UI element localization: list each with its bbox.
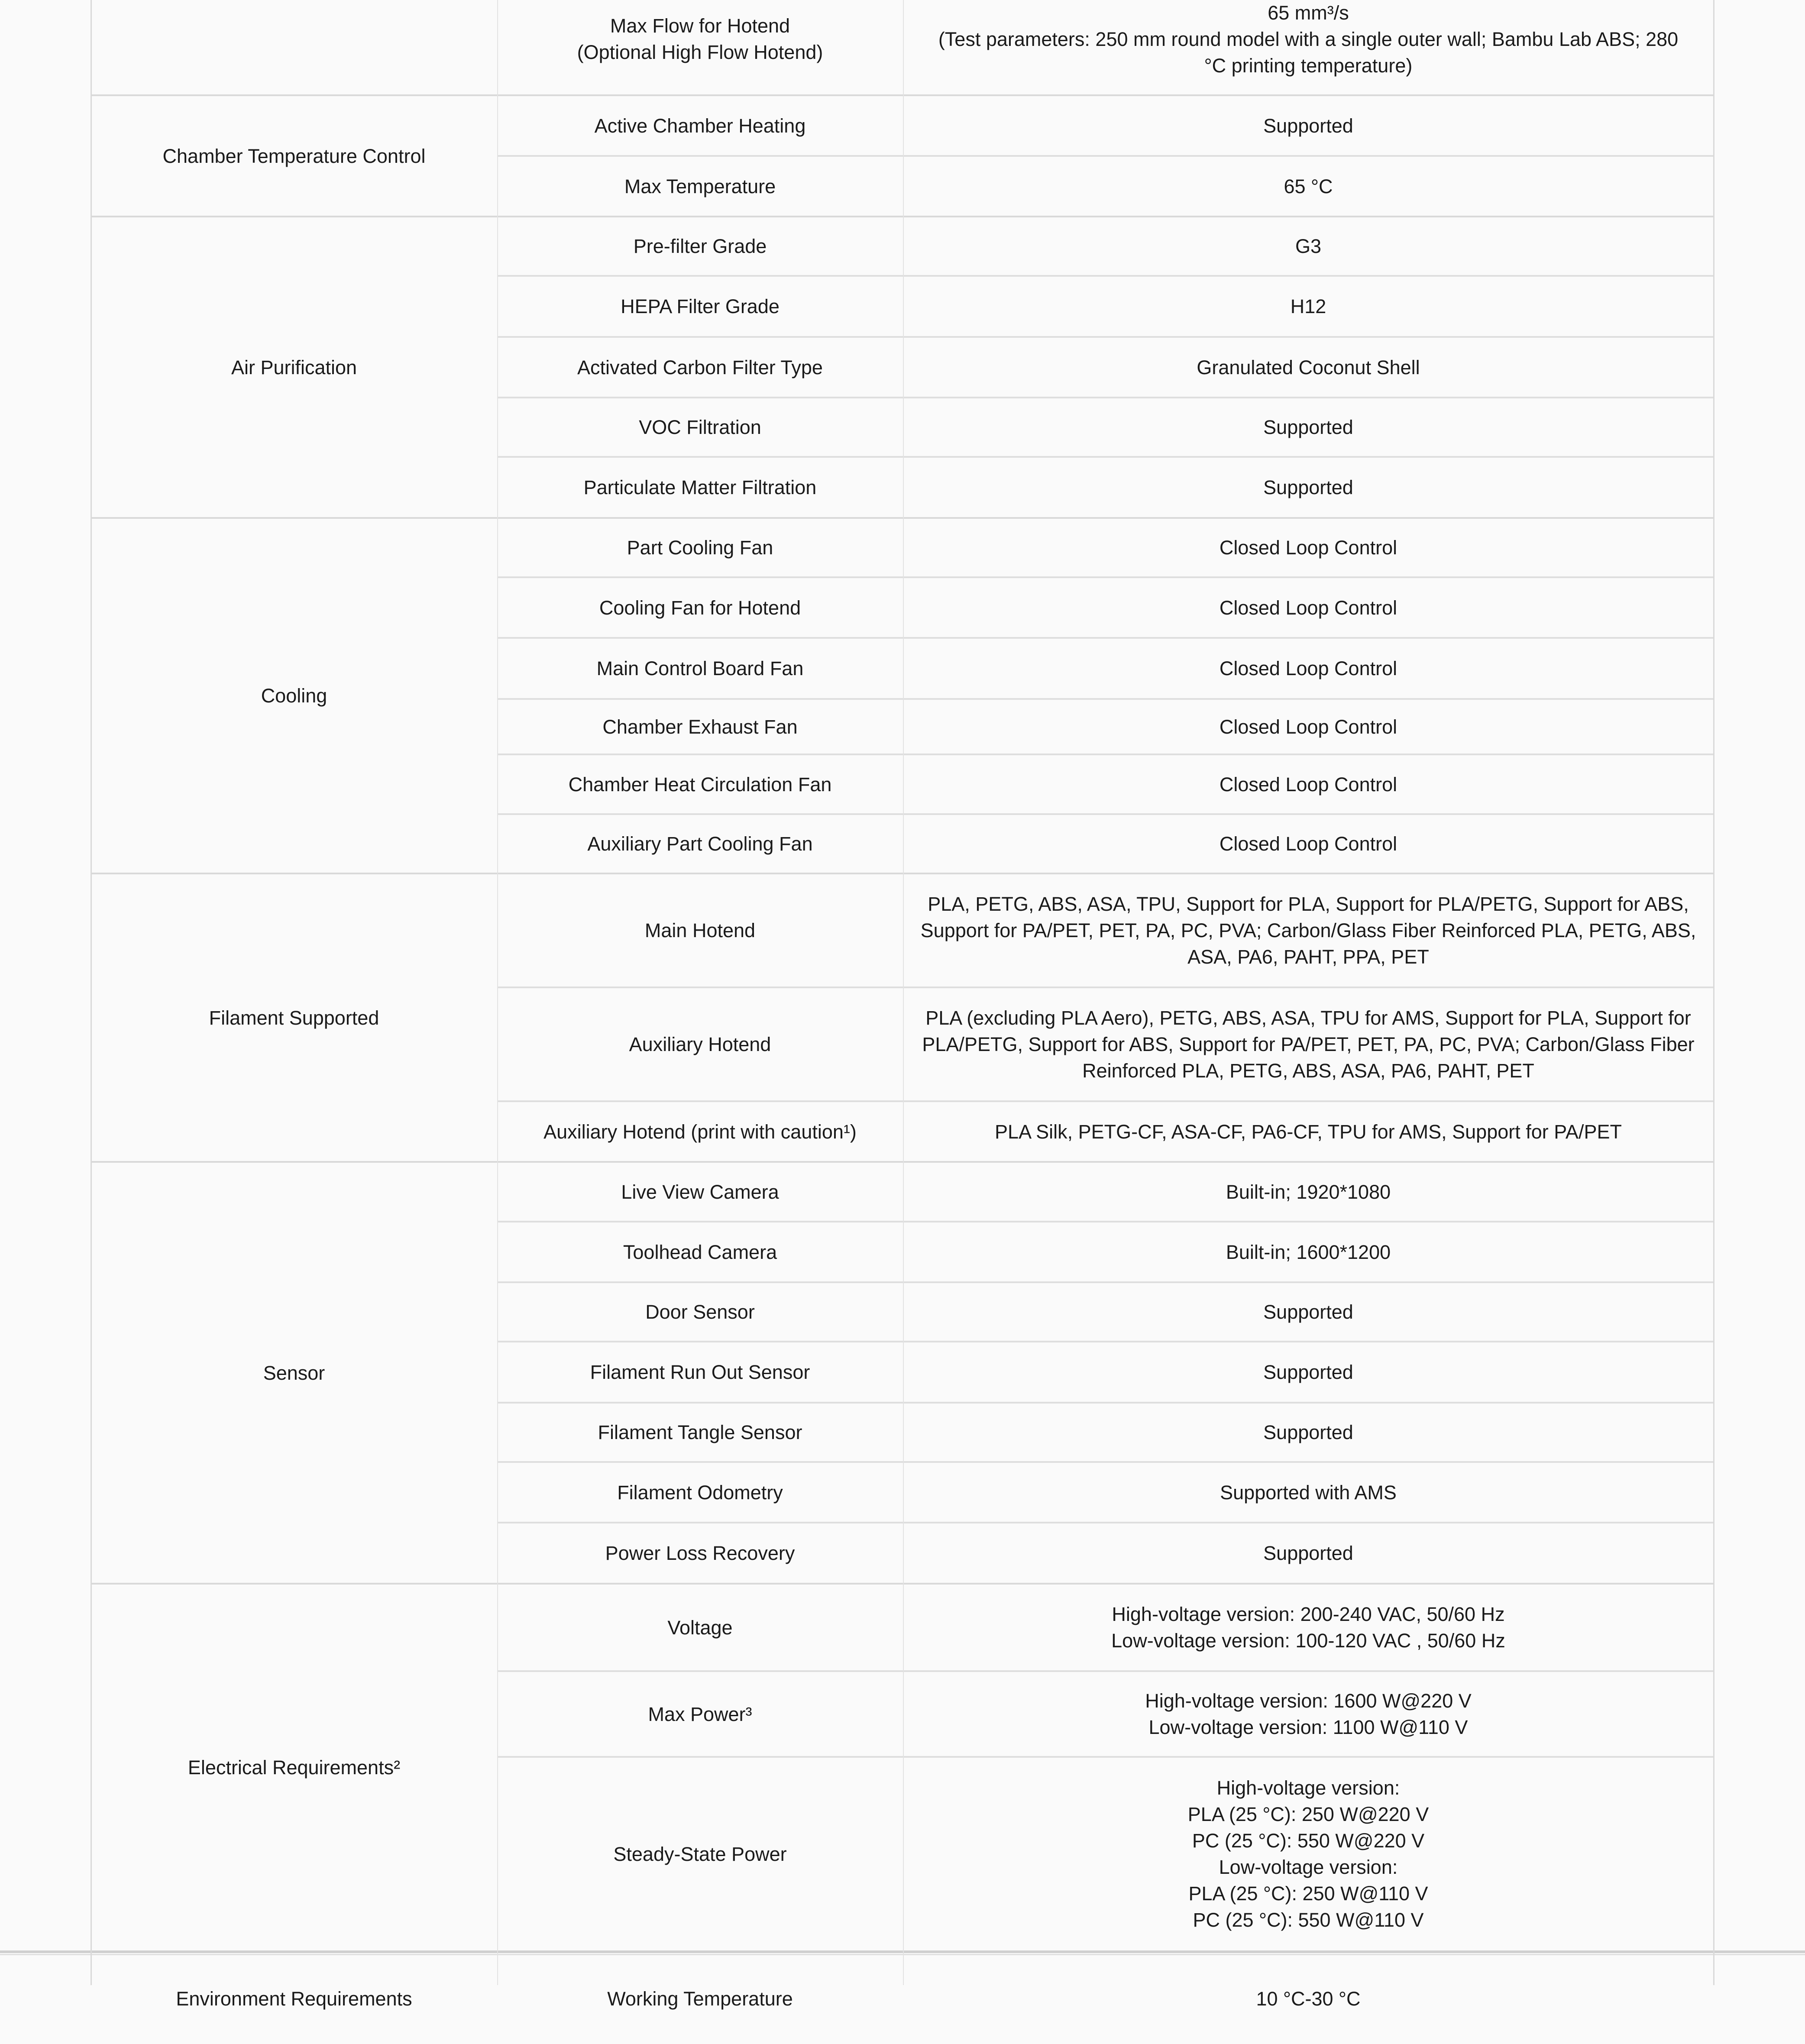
spec-label-cell (497, 1757, 903, 1951)
spec-value: Closed Loop Control (1219, 596, 1397, 619)
spec-label-cell (497, 699, 903, 754)
spec-label: VOC Filtration (639, 416, 761, 438)
spec-label: Max Temperature (624, 175, 776, 197)
spec-value: PLA Silk, PETG-CF, ASA-CF, PA6-CF, TPU for AMS, Support for PA/PET (995, 1120, 1622, 1143)
spec-label: Auxiliary Part Cooling Fan (587, 833, 813, 855)
spec-label-cell (497, 95, 903, 156)
category-label: Electrical Requirements² (188, 1756, 401, 1779)
spec-value-cell (903, 457, 1714, 518)
spec-value: 65 °C (1284, 175, 1333, 197)
spec-label: Voltage (667, 1616, 733, 1639)
spec-label: Activated Carbon Filter Type (577, 356, 823, 378)
spec-value: 65 mm³/s (Test parameters: 250 mm round model with a single outer wall; Bambu Lab ABS; 280 °C printing temperature) (938, 1, 1679, 77)
spec-value: Closed Loop Control (1219, 773, 1397, 796)
spec-value: Supported (1263, 1301, 1353, 1323)
spec-label-cell (497, 1222, 903, 1282)
spec-value-cell (903, 1222, 1714, 1282)
category-label: Sensor (263, 1362, 325, 1384)
spec-label-cell (497, 987, 903, 1101)
column-divider (497, 0, 498, 1985)
spec-value: 10 °C-30 °C (1256, 1988, 1361, 2010)
spec-label-cell (497, 398, 903, 457)
spec-label: Filament Run Out Sensor (590, 1361, 810, 1383)
spec-label-cell (497, 814, 903, 873)
spec-label-cell (497, 577, 903, 638)
spec-label-cell (497, 518, 903, 577)
spec-label: Max Flow for Hotend (Optional High Flow Hotend) (577, 15, 823, 63)
spec-label-cell (497, 1403, 903, 1462)
spec-label: Working Temperature (607, 1988, 793, 2010)
spec-value-cell (903, 754, 1714, 814)
spec-label-cell (497, 1953, 903, 2044)
spec-value-cell (903, 1342, 1714, 1403)
spec-value-cell (903, 814, 1714, 873)
spec-value-cell (903, 1757, 1714, 1951)
column-divider (903, 0, 904, 1985)
spec-value: Supported with AMS (1220, 1481, 1397, 1504)
spec-value-cell (903, 1101, 1714, 1162)
spec-value: Granulated Coconut Shell (1197, 356, 1420, 378)
spec-value: Closed Loop Control (1219, 833, 1397, 855)
category-label: Environment Requirements (176, 1988, 412, 2010)
spec-label-cell (497, 1671, 903, 1757)
spec-label: HEPA Filter Grade (621, 295, 780, 317)
spec-value-cell (903, 577, 1714, 638)
spec-value-cell (903, 518, 1714, 577)
column-divider (1713, 0, 1714, 1985)
category-label: Chamber Temperature Control (162, 145, 426, 167)
spec-label: Pre-filter Grade (633, 235, 767, 257)
category-label: Air Purification (231, 356, 357, 378)
spec-value-cell (903, 1282, 1714, 1342)
spec-value-cell (903, 1403, 1714, 1462)
spec-value: G3 (1295, 235, 1322, 257)
spec-label: Chamber Heat Circulation Fan (568, 773, 832, 796)
spec-label-cell (497, 217, 903, 276)
spec-value-cell (903, 217, 1714, 276)
category-cell (91, 217, 497, 518)
spec-label: Power Loss Recovery (605, 1542, 795, 1564)
spec-value-cell (903, 1462, 1714, 1523)
spec-value: Supported (1263, 1542, 1353, 1564)
spec-label-cell (497, 1584, 903, 1671)
spec-label-cell (497, 1282, 903, 1342)
spec-value: Closed Loop Control (1219, 657, 1397, 679)
spec-label: Active Chamber Heating (594, 114, 806, 137)
category-cell (91, 95, 497, 217)
spec-label: Filament Tangle Sensor (598, 1421, 802, 1443)
spec-label-cell (497, 1162, 903, 1222)
spec-value: Closed Loop Control (1219, 537, 1397, 559)
spec-value-cell (903, 337, 1714, 398)
spec-value: Closed Loop Control (1219, 715, 1397, 738)
spec-label-cell (497, 0, 903, 95)
spec-value-cell (903, 276, 1714, 337)
spec-value-cell (903, 1953, 1714, 2044)
spec-value: High-voltage version: 200-240 VAC, 50/60 Hz Low-voltage version: 100-120 VAC , 50/60 Hz (1111, 1603, 1505, 1652)
category-label: Cooling (261, 685, 327, 707)
column-divider (91, 0, 92, 1985)
spec-value-cell (903, 873, 1714, 987)
spec-value: High-voltage version: 1600 W@220 V Low-voltage version: 1100 W@110 V (1145, 1690, 1472, 1738)
spec-value-cell (903, 398, 1714, 457)
spec-value-cell (903, 95, 1714, 156)
spec-value-cell (903, 987, 1714, 1101)
spec-value-cell (903, 1671, 1714, 1757)
category-cell (91, 1584, 497, 1951)
spec-label: Toolhead Camera (623, 1241, 777, 1263)
spec-value: High-voltage version: PLA (25 °C): 250 W@220 V PC (25 °C): 550 W@220 V Low-voltage version: PLA (25 °C): 250 W@110 V PC (25 °C): 550 W@110 V (1187, 1777, 1429, 1931)
category-cell (91, 873, 497, 1162)
spec-label: Particulate Matter Filtration (583, 476, 817, 498)
spec-value-cell (903, 699, 1714, 754)
category-cell (91, 1953, 497, 2044)
spec-value: Supported (1263, 416, 1353, 438)
spec-label-cell (497, 457, 903, 518)
spec-label: Filament Odometry (617, 1481, 783, 1504)
spec-label: Steady-State Power (613, 1843, 787, 1865)
spec-label-cell (497, 638, 903, 699)
spec-value-cell (903, 638, 1714, 699)
spec-label-cell (497, 337, 903, 398)
spec-value: PLA, PETG, ABS, ASA, TPU, Support for PLA, Support for PLA/PETG, Support for ABS, Support for PA/PET, PET, PA, PC, PVA; Carbon/Glass Fiber Reinforced PLA, PETG, ABS, ASA, PA6, PAHT, PPA, PET (920, 893, 1696, 968)
category-cell (91, 1162, 497, 1584)
spec-value: PLA (excluding PLA Aero), PETG, ABS, ASA, TPU for AMS, Support for PLA, Support for PLA/PETG, Support for ABS, Support for PA/PET, PET, PA, PC, PVA; Carbon/Glass Fiber Reinforced PLA, PETG, ABS, ASA, PA6, PAHT, PET (922, 1007, 1695, 1082)
spec-label: Chamber Exhaust Fan (602, 715, 798, 738)
spec-value: Built-in; 1920*1080 (1226, 1180, 1391, 1203)
spec-label-cell (497, 156, 903, 217)
spec-label: Main Hotend (644, 919, 756, 941)
spec-value: H12 (1290, 295, 1326, 317)
spec-value: Supported (1263, 114, 1353, 137)
spec-label-cell (497, 1342, 903, 1403)
spec-label-cell (497, 1462, 903, 1523)
spec-value: Built-in; 1600*1200 (1226, 1241, 1391, 1263)
spec-label-cell (497, 754, 903, 814)
spec-label: Max Power³ (648, 1703, 752, 1725)
spec-value-cell (903, 0, 1714, 95)
spec-value-cell (903, 156, 1714, 217)
spec-value-cell (903, 1584, 1714, 1671)
spec-label: Live View Camera (621, 1180, 779, 1203)
spec-label: Door Sensor (645, 1301, 755, 1323)
spec-value: Supported (1263, 1421, 1353, 1443)
spec-label: Cooling Fan for Hotend (599, 596, 801, 619)
spec-label: Auxiliary Hotend (print with caution¹) (543, 1120, 857, 1143)
spec-label: Auxiliary Hotend (629, 1033, 771, 1055)
spec-value: Supported (1263, 476, 1353, 498)
spec-label-cell (497, 276, 903, 337)
category-cell (91, 0, 497, 95)
spec-value-cell (903, 1162, 1714, 1222)
spec-label-cell (497, 873, 903, 987)
category-label: Filament Supported (209, 1006, 379, 1029)
spec-label: Part Cooling Fan (627, 537, 773, 559)
category-cell (91, 518, 497, 873)
spec-label: Main Control Board Fan (596, 657, 804, 679)
spec-value-cell (903, 1523, 1714, 1584)
spec-label-cell (497, 1523, 903, 1584)
spec-value: Supported (1263, 1361, 1353, 1383)
spec-label-cell (497, 1101, 903, 1162)
